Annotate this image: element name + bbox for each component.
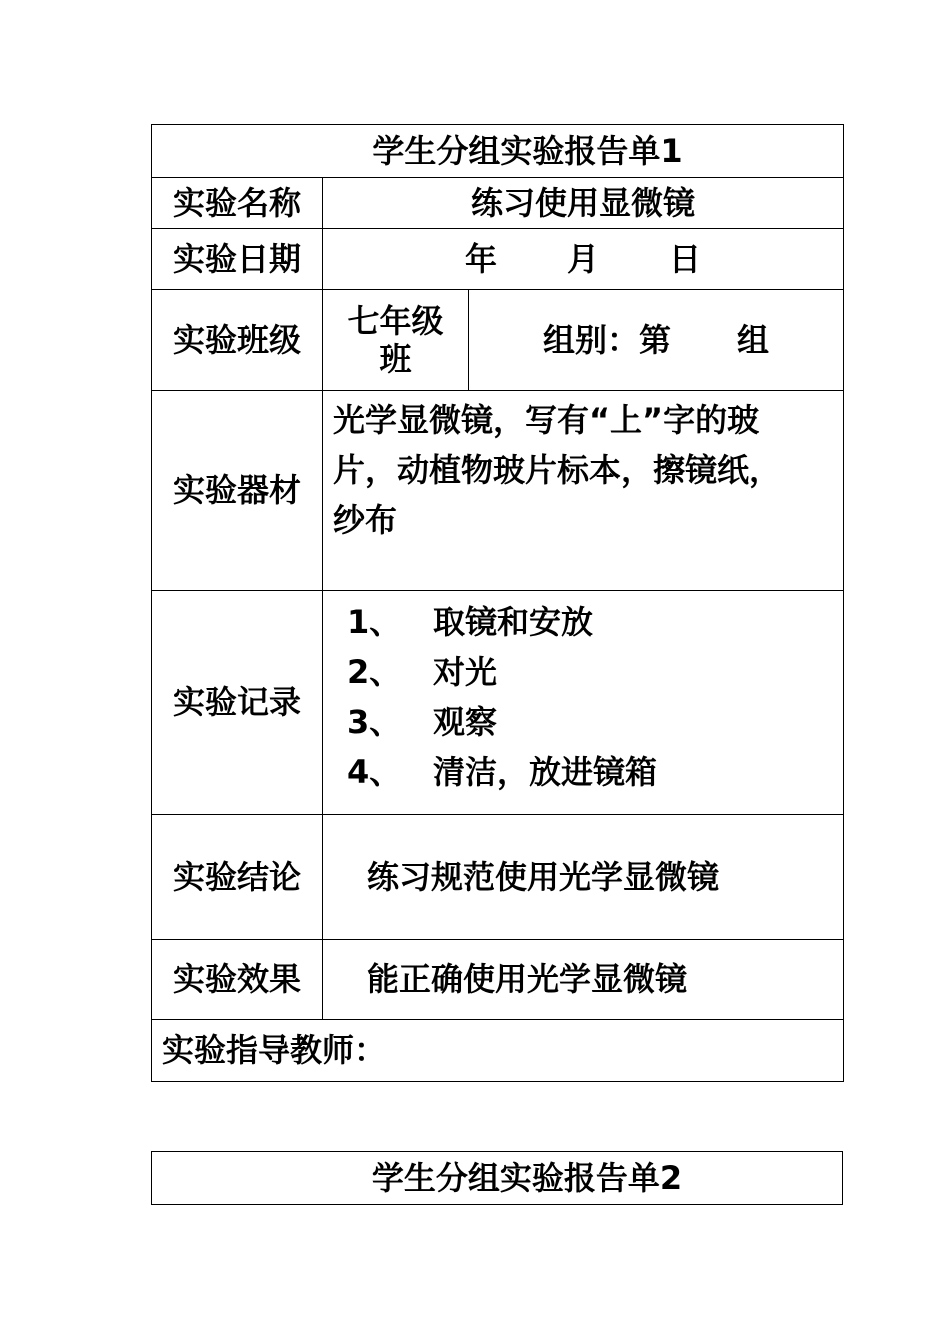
report-table-1: [151, 124, 844, 1082]
experiment-class-value: [323, 290, 469, 391]
experiment-date-value: [323, 229, 844, 290]
experiment-conclusion-label: 实验结论: [152, 815, 323, 940]
record-step: 4、 清洁，放进镜箱: [347, 753, 658, 791]
date-month: 月: [567, 239, 600, 278]
experiment-group-value: [469, 290, 844, 391]
experiment-teacher-label: 实验指导教师：: [152, 1020, 844, 1082]
record-step: 1、 取镜和安放: [347, 603, 594, 641]
experiment-materials-value: [323, 391, 844, 591]
date-day: 日: [669, 239, 702, 278]
experiment-effect-label: 实验效果: [152, 940, 323, 1020]
materials-line: 片，动植物玻片标本，擦镜纸，: [333, 451, 782, 489]
experiment-date-label: 实验日期: [152, 229, 323, 290]
record-step: 3、 观察: [347, 703, 498, 741]
materials-line: 光学显微镜，写有“上”字的玻: [333, 401, 760, 439]
experiment-class-label: 实验班级: [152, 290, 323, 391]
experiment-records-value: [323, 591, 844, 815]
experiment-effect-value: 能正确使用光学显微镜: [323, 940, 844, 1020]
materials-line: 纱布: [333, 501, 398, 539]
experiment-name-label: 实验名称: [152, 178, 323, 229]
date-year: 年: [464, 239, 497, 278]
experiment-name-value: 练习使用显微镜: [323, 178, 844, 229]
report-title-2: 学生分组实验报告单2: [152, 1152, 843, 1205]
class-value-line2: 班: [379, 340, 412, 378]
report-table-2: [151, 1151, 843, 1205]
group-prefix: 组别：第: [543, 320, 672, 359]
record-step: 2、 对光: [347, 653, 498, 691]
class-value-line1: 七年级: [347, 301, 444, 340]
experiment-records-label: 实验记录: [152, 591, 323, 815]
experiment-materials-label: 实验器材: [152, 391, 323, 591]
report-title-1: 学生分组实验报告单1: [152, 125, 844, 178]
experiment-conclusion-value: 练习规范使用光学显微镜: [323, 815, 844, 940]
group-suffix: 组: [737, 320, 770, 359]
